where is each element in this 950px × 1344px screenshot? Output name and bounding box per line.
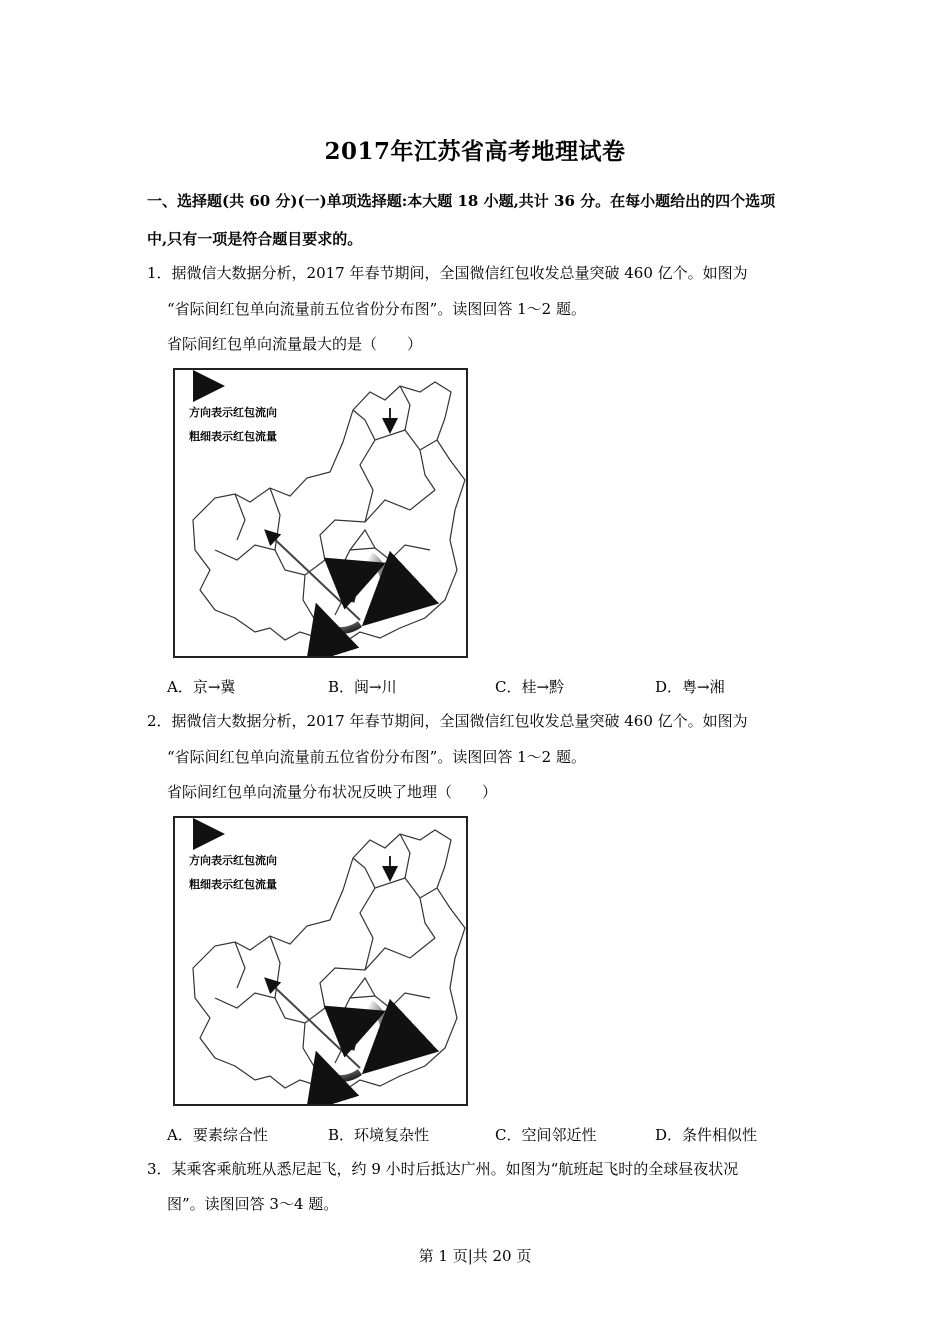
page-title: 2017年江苏省高考地理试卷 [324,138,626,165]
q2-option-d[interactable]: D．条件相似性 [655,1126,758,1144]
page-footer: 第 1 页|共 20 页 [418,1247,532,1265]
legend-thickness: 粗细表示红包流量 [189,430,277,443]
q1-option-a[interactable]: A．京→冀 [167,678,236,696]
q2-text-line2: “省际间红包单向流量前五位省份分布图”。读图回答 1～2 题。 [167,748,586,766]
q1-option-b[interactable]: B．闽→川 [328,678,397,696]
legend-thickness: 粗细表示红包流量 [189,878,277,891]
q1-text-line1: 1．据微信大数据分析，2017 年春节期间，全国微信红包收发总量突破 460 亿个。如图为 [147,264,748,282]
section-header-line2: 中,只有一项是符合题目要求的。 [147,230,363,248]
q2-flow-map [173,816,468,1106]
q3-text-line1: 3．某乘客乘航班从悉尼起飞，约 9 小时后抵达广州。如图为“航班起飞时的全球昼夜状况 [147,1160,739,1178]
q3-text-line2: 图”。读图回答 3～4 题。 [167,1195,339,1213]
q2-option-a[interactable]: A．要素综合性 [167,1126,268,1144]
q1-text-line2: “省际间红包单向流量前五位省份分布图”。读图回答 1～2 题。 [167,300,586,318]
section-header-line1: 一、选择题(共 60 分)(一)单项选择题:本大题 18 小题,共计 36 分。在每小题给出的四个选项 [147,192,776,210]
q2-option-c[interactable]: C．空间邻近性 [495,1126,597,1144]
q1-option-c[interactable]: C．桂→黔 [495,678,565,696]
q1-option-d[interactable]: D．粤→湘 [655,678,725,696]
q2-text-line1: 2．据微信大数据分析，2017 年春节期间，全国微信红包收发总量突破 460 亿个。如图为 [147,712,748,730]
q1-stem: 省际间红包单向流量最大的是（ ） [167,335,423,353]
legend-direction: 方向表示红包流向 [189,854,277,867]
q2-option-b[interactable]: B．环境复杂性 [328,1126,430,1144]
q1-flow-map [173,368,468,658]
q2-stem: 省际间红包单向流量分布状况反映了地理（ ） [167,783,498,801]
legend-direction: 方向表示红包流向 [189,406,277,419]
